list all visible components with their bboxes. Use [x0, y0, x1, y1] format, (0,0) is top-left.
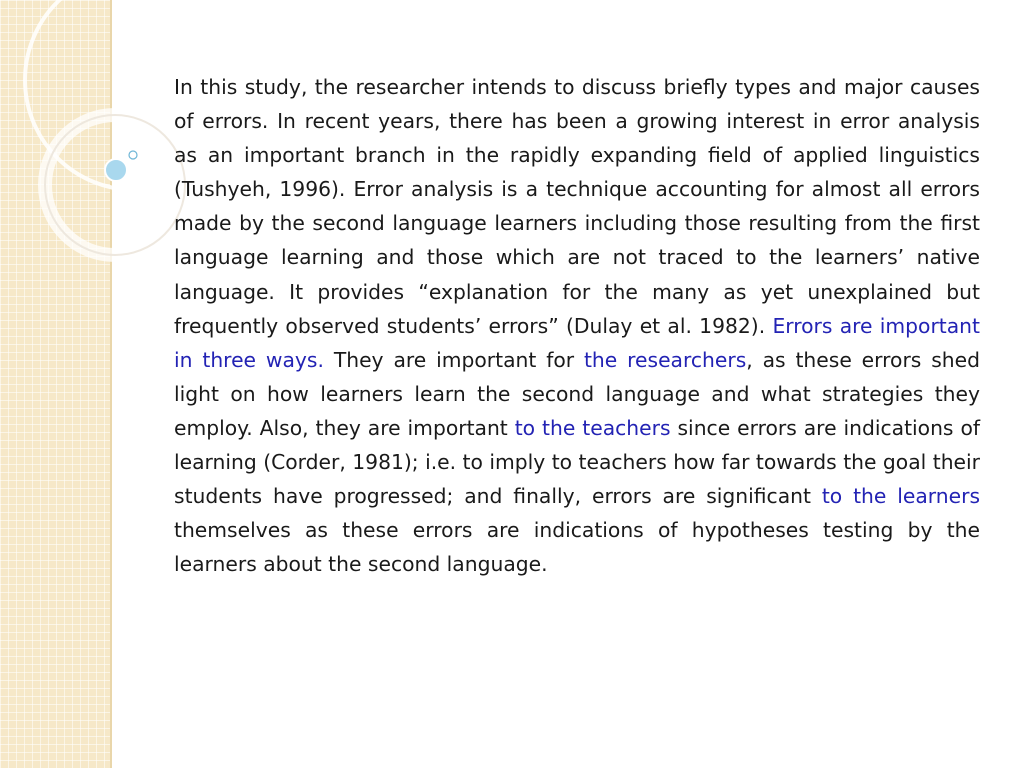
text-segment: themselves as these errors are indications of hypotheses testing by the learners about the second language.: [174, 518, 980, 577]
highlight-researchers: the researchers: [583, 347, 747, 372]
decorative-sidebar: [0, 0, 112, 768]
text-segment: , as these errors shed light on how learners learn the second language and what strategies they employ. Also, they are important: [174, 347, 980, 440]
body-paragraph: [174, 70, 980, 581]
highlight-errors-important: Errors are important in three ways.: [174, 313, 980, 372]
text-segment: In this study, the researcher intends to discuss briefly types and major causes of errors. In recent years, there has been a growing interest in error analysis as an important branch in the rapidly expanding field of applied linguistics (Tushyeh, 1996). Error analysis is a technique accounting for almost all errors made by the second language learners including those resulting from the first language learning and those which are not traced to the learners’ native language. It provides “explanation for the many as yet unexplained but frequently observed students’ errors” (Dulay et al. 1982).: [174, 75, 980, 338]
text-segment: since errors are indications of learning (Corder, 1981); i.e. to imply to teachers how far towards the goal their students have progressed; and finally, errors are significant: [174, 415, 981, 509]
highlight-teachers: to the teachers: [514, 415, 671, 440]
text-segment: They are important for: [323, 347, 584, 372]
highlight-learners: to the learners: [821, 484, 981, 509]
